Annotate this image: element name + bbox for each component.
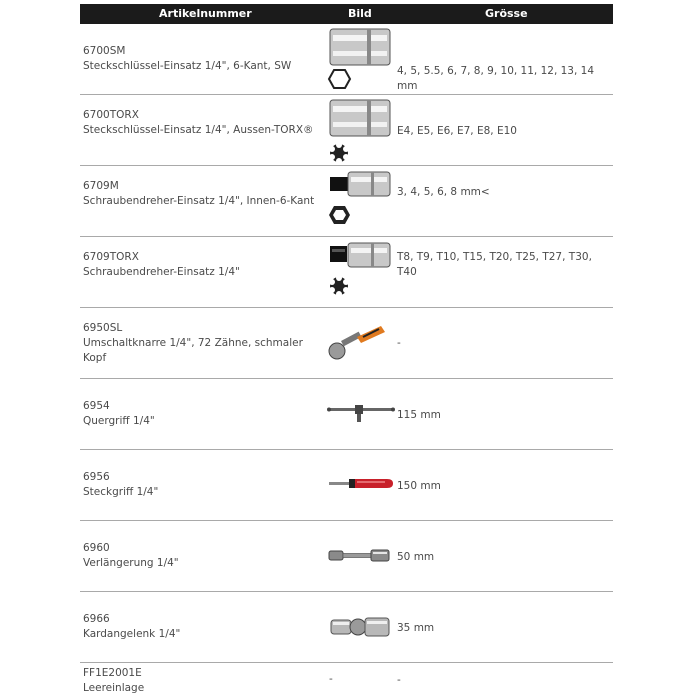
article-cell xyxy=(83,44,323,74)
image-placeholder-text: - xyxy=(329,673,333,685)
socket-torx-image xyxy=(327,98,395,164)
article-number: 6960 xyxy=(83,542,110,554)
size-value: 115 mm xyxy=(397,409,441,421)
table-row xyxy=(80,379,613,450)
article-number: FF1E2001E xyxy=(83,667,142,679)
torx-profile-icon xyxy=(329,275,349,297)
size-value: 4, 5, 5.5, 6, 7, 8, 9, 10, 11, 12, 13, 14 mm xyxy=(397,65,595,92)
torx-bit-image xyxy=(327,240,395,304)
sliding-t-handle-image xyxy=(327,399,395,429)
torx-profile-icon xyxy=(329,142,349,164)
hex-bit-image xyxy=(327,169,395,233)
size-value: - xyxy=(397,674,401,686)
extension-bar-image xyxy=(327,545,395,565)
article-cell xyxy=(83,666,323,696)
table-row xyxy=(80,95,613,166)
size-value: 3, 4, 5, 6, 8 mm< xyxy=(397,186,490,198)
article-description: Steckschlüssel-Einsatz 1/4", Aussen-TORX® xyxy=(83,124,314,136)
article-description: Quergriff 1/4" xyxy=(83,415,155,427)
article-cell xyxy=(83,108,323,138)
article-description: Schraubendreher-Einsatz 1/4" xyxy=(83,266,240,278)
table-row xyxy=(80,24,613,95)
article-number: 6700SM xyxy=(83,45,126,57)
table-header xyxy=(80,4,613,24)
size-value: - xyxy=(397,337,401,349)
size-value: 50 mm xyxy=(397,551,435,563)
size-value: T8, T9, T10, T15, T20, T25, T27, T30, T40 xyxy=(397,251,592,278)
article-number: 6966 xyxy=(83,613,110,625)
article-cell xyxy=(83,250,323,280)
product-table xyxy=(80,4,613,697)
article-cell xyxy=(83,399,323,429)
size-value: 35 mm xyxy=(397,622,435,634)
size-value: 150 mm xyxy=(397,480,441,492)
header-image: Bild xyxy=(348,7,372,20)
table-row xyxy=(80,663,613,697)
header-article-number: Artikelnummer xyxy=(159,7,252,20)
table-row xyxy=(80,450,613,521)
table-row xyxy=(80,592,613,663)
table-row xyxy=(80,521,613,592)
article-cell xyxy=(83,541,323,571)
article-cell xyxy=(83,470,323,500)
table-row xyxy=(80,237,613,308)
article-description: Verlängerung 1/4" xyxy=(83,557,179,569)
article-description: Schraubendreher-Einsatz 1/4", Innen-6-Kant xyxy=(83,195,315,207)
header-size: Grösse xyxy=(485,7,528,20)
article-number: 6950SL xyxy=(83,322,123,334)
article-description: Steckgriff 1/4" xyxy=(83,486,159,498)
article-number: 6954 xyxy=(83,400,110,412)
spinner-handle-image xyxy=(327,474,395,494)
article-number: 6700TORX xyxy=(83,109,139,121)
article-number: 6709M xyxy=(83,180,119,192)
table-row xyxy=(80,166,613,237)
article-cell xyxy=(83,179,323,209)
article-number: 6709TORX xyxy=(83,251,139,263)
article-cell xyxy=(83,321,323,366)
universal-joint-image xyxy=(327,610,395,644)
article-description: Steckschlüssel-Einsatz 1/4", 6-Kant, SW xyxy=(83,60,292,72)
article-number: 6956 xyxy=(83,471,110,483)
hex-profile-icon xyxy=(329,70,350,88)
size-value: E4, E5, E6, E7, E8, E10 xyxy=(397,125,517,137)
table-row xyxy=(80,308,613,379)
socket-hex-image xyxy=(327,27,395,91)
article-description: Leereinlage xyxy=(83,682,145,694)
ratchet-image xyxy=(327,323,395,363)
article-cell xyxy=(83,612,323,642)
article-description: Umschaltknarre 1/4", 72 Zähne, schmaler Kopf xyxy=(83,337,303,364)
article-description: Kardangelenk 1/4" xyxy=(83,628,181,640)
